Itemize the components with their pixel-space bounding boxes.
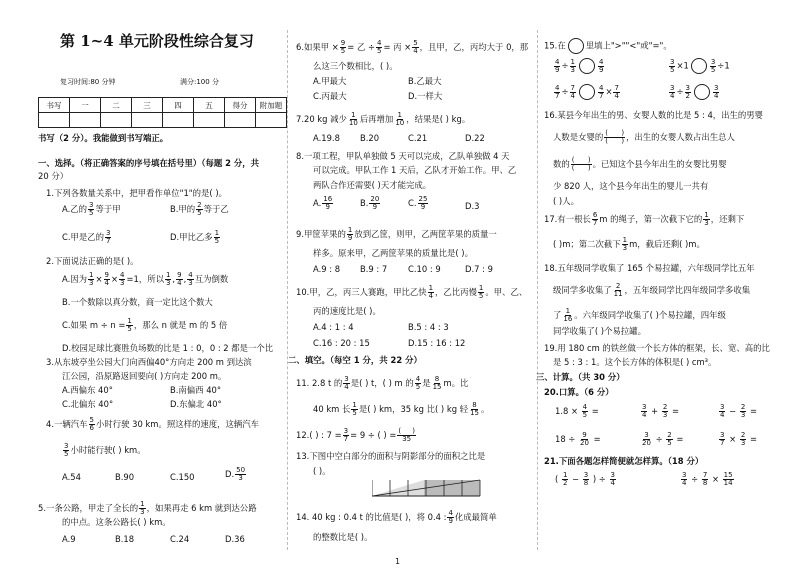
question-8: 8.一项工程，甲队单独做 5 天可以完成，乙队单独做 4 天	[296, 151, 510, 161]
question-9-cont: 样多。原来甲，乙两筐苹果的质量比是( )。	[313, 248, 473, 258]
question-12: 12.( ) : 7 = $\frac{3}{7}$ = 9 ÷ ( ) = $\frac{( )}{35}$	[296, 427, 415, 443]
q6-option-c: C.丙最大	[313, 91, 347, 101]
simplify-2: $\frac{3}{4}$ ÷ $\frac{7}{8}$ × $\frac{15}{14}$	[682, 471, 733, 487]
full-score: 满分:100 分	[180, 78, 219, 86]
shaded-region	[424, 480, 480, 496]
score-header-5: 五	[194, 98, 225, 113]
question-13-cont: ( )。	[313, 466, 331, 476]
q1-option-d: D.甲比乙多 $\frac{1}{5}$	[170, 229, 220, 245]
calc-1: 1.8 × $\frac{4}{5}$ =	[555, 403, 599, 419]
question-18-cont3: 同学收集了( )个易拉罐。	[553, 326, 646, 336]
q7-option-c: C.21	[408, 133, 428, 143]
column-divider	[537, 30, 538, 550]
section-3-heading: 三、计算。（共 30 分）	[536, 372, 625, 382]
question-14-cont: 的整数比是( )。	[313, 532, 373, 542]
q8-option-b: B. $\frac{20}{9}$	[360, 195, 380, 211]
q3-option-d: D.东偏北 40°	[170, 399, 222, 409]
q1-option-a: A.乙的 $\frac{3}{5}$ 等于甲	[62, 201, 121, 217]
q8-option-c: C. $\frac{25}{9}$	[408, 195, 428, 211]
question-16-cont4: ( )人。	[553, 196, 579, 206]
score-header-4: 四	[163, 98, 194, 113]
q10-option-a: A.4 : 1 : 4	[313, 322, 354, 332]
question-6: 6.如果甲 × $\frac{9}{5}$ = 乙 ÷ $\frac{4}{5}$ = 丙 × $\frac{5}{4}$ ，且甲，乙，丙均大于 0，那	[296, 39, 529, 55]
page-title: 第 1~4 单元阶段性综合复习	[60, 32, 254, 50]
q6-option-d: D.一样大	[408, 91, 443, 101]
question-14: 14. 40 kg : 0.4 t 的比值是( )，将 0.4 : $\frac{4}{9}$ 化成最简单	[296, 509, 497, 525]
question-5: 5.一条公路，甲走了全长的 $\frac{1}{3}$ ，如果再走 6 km 就到达公路	[38, 500, 257, 516]
q4-option-b: B.90	[115, 472, 135, 482]
page-number: 1	[395, 557, 401, 566]
question-11: 11. 2.8 t 的 $\frac{3}{4}$ 是( ) t，( ) m 的 $\frac{4}{5}$ 是 $\frac{8}{15}$ m。比	[296, 375, 469, 391]
score-cell[interactable]	[132, 113, 163, 128]
score-header-bonus: 附加题	[256, 98, 287, 113]
review-time: 复习时间:80 分钟	[60, 78, 116, 86]
score-header-3: 三	[132, 98, 163, 113]
question-4-cont: $\frac{3}{5}$ 小时能行驶( ) km。	[64, 442, 146, 458]
q2-option-d: D.校园足球比赛胜负场数的比是 1 : 0，0 : 2 都是一个比	[62, 343, 274, 353]
q5-option-b: B.18	[115, 534, 135, 544]
q4-option-a: A.54	[62, 472, 81, 482]
q5-option-a: A.9	[62, 534, 76, 544]
calc-6: $\frac{3}{7}$ × $\frac{2}{3}$ =	[720, 431, 757, 447]
area-diagram	[372, 478, 482, 498]
question-9: 9.甲筐苹果的 $\frac{1}{9}$ 放到乙筐，则甲，乙两筐苹果的质量一	[296, 226, 497, 242]
calc-5: $\frac{3}{20}$ ÷ $\frac{2}{5}$ =	[642, 431, 684, 447]
score-header-1: 一	[70, 98, 101, 113]
score-header-total: 得分	[225, 98, 256, 113]
q9-option-c: C.10 : 9	[408, 264, 441, 274]
answer-circle[interactable]	[579, 58, 595, 74]
answer-circle[interactable]	[568, 38, 584, 54]
question-8-cont: 可以完成。甲队工作 1 天后，乙队才开始工作。甲、乙	[313, 165, 517, 175]
q15-expr-1: $\frac{4}{9}$ ÷ $\frac{1}{3}$ $\frac{4}{9}$	[555, 57, 604, 74]
q10-option-b: B.5 : 4 : 3	[408, 322, 449, 332]
q5-option-c: C.24	[170, 534, 190, 544]
question-1: 1.下列各数量关系中，把甲看作单位"1"的是( )。	[46, 188, 227, 198]
answer-circle[interactable]	[694, 84, 710, 100]
question-3: 3.从东坡亭坐公园大门向西偏40°方向走 200 m 到达滨	[46, 357, 252, 367]
question-11-cont: 40 km 长 $\frac{1}{5}$ 是( ) km，35 kg 比( ) kg 轻 $\frac{8}{15}$ 。	[313, 401, 490, 417]
q10-option-d: D.15 : 16 : 12	[408, 338, 466, 348]
score-cell[interactable]	[194, 113, 225, 128]
q15-expr-3: $\frac{4}{7}$ ÷ $\frac{7}{4}$ $\frac{4}{7}$ × $\frac{7}{4}$	[555, 83, 619, 100]
q8-option-a: A. $\frac{16}{9}$	[313, 195, 333, 211]
shaded-triangle	[372, 480, 424, 496]
score-table	[38, 97, 287, 128]
score-cell[interactable]	[101, 113, 132, 128]
question-10: 10.甲，乙，丙三人赛跑，甲比乙快 $\frac{1}{4}$ ，乙比丙慢 $\frac{1}{5}$ 。甲、乙、	[296, 284, 528, 300]
q9-option-b: B.9 : 7	[360, 264, 388, 274]
question-8-cont2: 两队合作还需要( )天才能完成。	[313, 180, 432, 190]
q2-option-a: A.因为 $\frac{1}{3}$ × $\frac{9}{4}$ × $\frac{4}{3}$ =1，所以 $\frac{1}{3}$ , $\frac{9}{4}$ , $\frac{4}{3}$ 互为倒数	[62, 271, 229, 287]
section-1-heading-cont: 20 分）	[38, 171, 69, 181]
question-16: 16.某县今年出生的男、女婴人数的比是 5 : 4，出生的男婴	[544, 110, 764, 120]
question-3-cont: 江公园，沿原路返回要向( )方向走 200 m。	[62, 371, 227, 381]
q3-option-a: A.西偏东 40°	[62, 385, 113, 395]
simplify-1: ( $\frac{1}{2}$ − $\frac{3}{8}$ ) ÷ $\frac{3}{4}$	[555, 471, 615, 487]
question-17: 17.有一根长 $\frac{6}{7}$ m 的绳子，第一次截下它的 $\frac{1}{3}$ ，还剩下	[544, 211, 745, 227]
question-21: 21.下面各题怎样简便就怎样算。（18 分）	[544, 456, 704, 466]
question-16-cont: 人数是女婴的 $\frac{( )}{( )}$ ，出生的女婴人数占出生总人	[553, 129, 735, 145]
question-4: 4.一辆汽车 $\frac{5}{6}$ 小时行驶 30 km。照这样的速度，这辆汽车	[46, 416, 259, 432]
q2-option-b: B.一个数除以真分数，商一定比这个数大	[62, 297, 213, 307]
writing-instruction: 书写（2 分）。我能做到书写端正。	[38, 133, 169, 143]
q7-option-a: A.19.8	[313, 133, 340, 143]
q5-option-d: D.36	[225, 534, 245, 544]
score-header-2: 二	[101, 98, 132, 113]
q1-option-b: B.甲的 $\frac{2}{5}$ 等于乙	[170, 201, 229, 217]
q2-option-c: C.如果 m ÷ n = $\frac{1}{5}$ ，那么 n 就是 m 的 5 倍	[62, 317, 228, 333]
q4-option-c: C.150	[170, 472, 195, 482]
q10-option-c: C.16 : 20 : 15	[313, 338, 370, 348]
answer-circle[interactable]	[579, 84, 595, 100]
question-18-cont2: 了 $\frac{1}{16}$ 。六年级同学收集了( )个易拉罐，四年级	[553, 307, 726, 323]
q7-option-d: D.22	[465, 133, 485, 143]
answer-circle[interactable]	[691, 58, 707, 74]
score-cell[interactable]	[70, 113, 101, 128]
q8-option-d: D.3	[465, 201, 480, 211]
section-2-heading: 二、填空。（每空 1 分，共 22 分）	[288, 355, 422, 365]
question-15: 15.在 里填上">""<"或"="。	[544, 38, 672, 54]
column-divider	[287, 30, 288, 550]
q4-option-d: D. $\frac{50}{3}$	[225, 466, 246, 482]
score-cell[interactable]	[256, 113, 287, 128]
question-19-cont: 是 5 : 3 : 1。这个长方体的体积是( ) cm³。	[553, 357, 717, 367]
q9-option-a: A.9 : 8	[313, 264, 341, 274]
q15-expr-2: $\frac{3}{5}$ ×1 $\frac{3}{5}$ ÷1	[670, 57, 730, 74]
question-6-cont: 么这三个数相比，( )。	[313, 61, 398, 71]
question-16-cont3: 少 820 人，这个县今年出生的婴儿一共有	[553, 181, 709, 191]
question-18-cont: 级同学多收集了 $\frac{2}{11}$ ，五年级同学比四年级同学多收集	[553, 282, 751, 298]
question-19: 19.用 180 cm 的铁丝做一个长方体的框架，长、宽、高的比	[544, 343, 770, 353]
q6-option-b: B.乙最大	[408, 76, 442, 86]
section-1-heading: 一、选择。（将正确答案的序号填在括号里）（每题 2 分，共	[38, 158, 260, 168]
question-7: 7.20 kg 减少 $\frac{1}{10}$ 后再增加 $\frac{1}{10}$ ，结果是( ) kg。	[296, 111, 471, 127]
q7-option-b: B.20	[360, 133, 380, 143]
question-16-cont2: 数的 $\frac{( )}{( )}$ 。已知这个县今年出生的女婴比男婴	[553, 156, 727, 172]
question-13: 13.下图中空白部分的面积与阴影部分的面积之比是	[296, 451, 486, 461]
question-20: 20.口算。（6 分）	[544, 387, 614, 397]
calc-4: 18 ÷ $\frac{9}{20}$ =	[555, 431, 601, 447]
question-10-cont: 丙的速度比是( )。	[313, 306, 381, 316]
score-cell[interactable]	[163, 113, 194, 128]
score-header-writing: 书写	[39, 98, 70, 113]
calc-2: $\frac{3}{4}$ + $\frac{2}{3}$ =	[642, 403, 679, 419]
question-5-cont: 的中点。这条公路长( ) km。	[62, 517, 171, 527]
q3-option-b: B.南偏西 40°	[170, 385, 222, 395]
score-cell[interactable]	[39, 113, 70, 128]
q1-option-c: C.甲是乙的 $\frac{3}{7}$	[62, 229, 111, 245]
q15-expr-4: $\frac{3}{4}$ ÷ $\frac{3}{2}$ $\frac{3}{4}$	[670, 83, 719, 100]
score-cell[interactable]	[225, 113, 256, 128]
question-2: 2.下面说法正确的是( )。	[46, 256, 139, 266]
question-17-cont: ( )m；第二次截下 $\frac{1}{3}$ m，截后还剩( )m。	[553, 236, 705, 252]
question-18: 18.五年级同学收集了 165 个易拉罐，六年级同学比五年	[544, 263, 755, 273]
q6-option-a: A.甲最大	[313, 76, 347, 86]
q3-option-c: C.北偏东 40°	[62, 399, 114, 409]
calc-3: $\frac{3}{4}$ − $\frac{2}{3}$ =	[720, 403, 757, 419]
q9-option-d: D.7 : 9	[465, 264, 493, 274]
